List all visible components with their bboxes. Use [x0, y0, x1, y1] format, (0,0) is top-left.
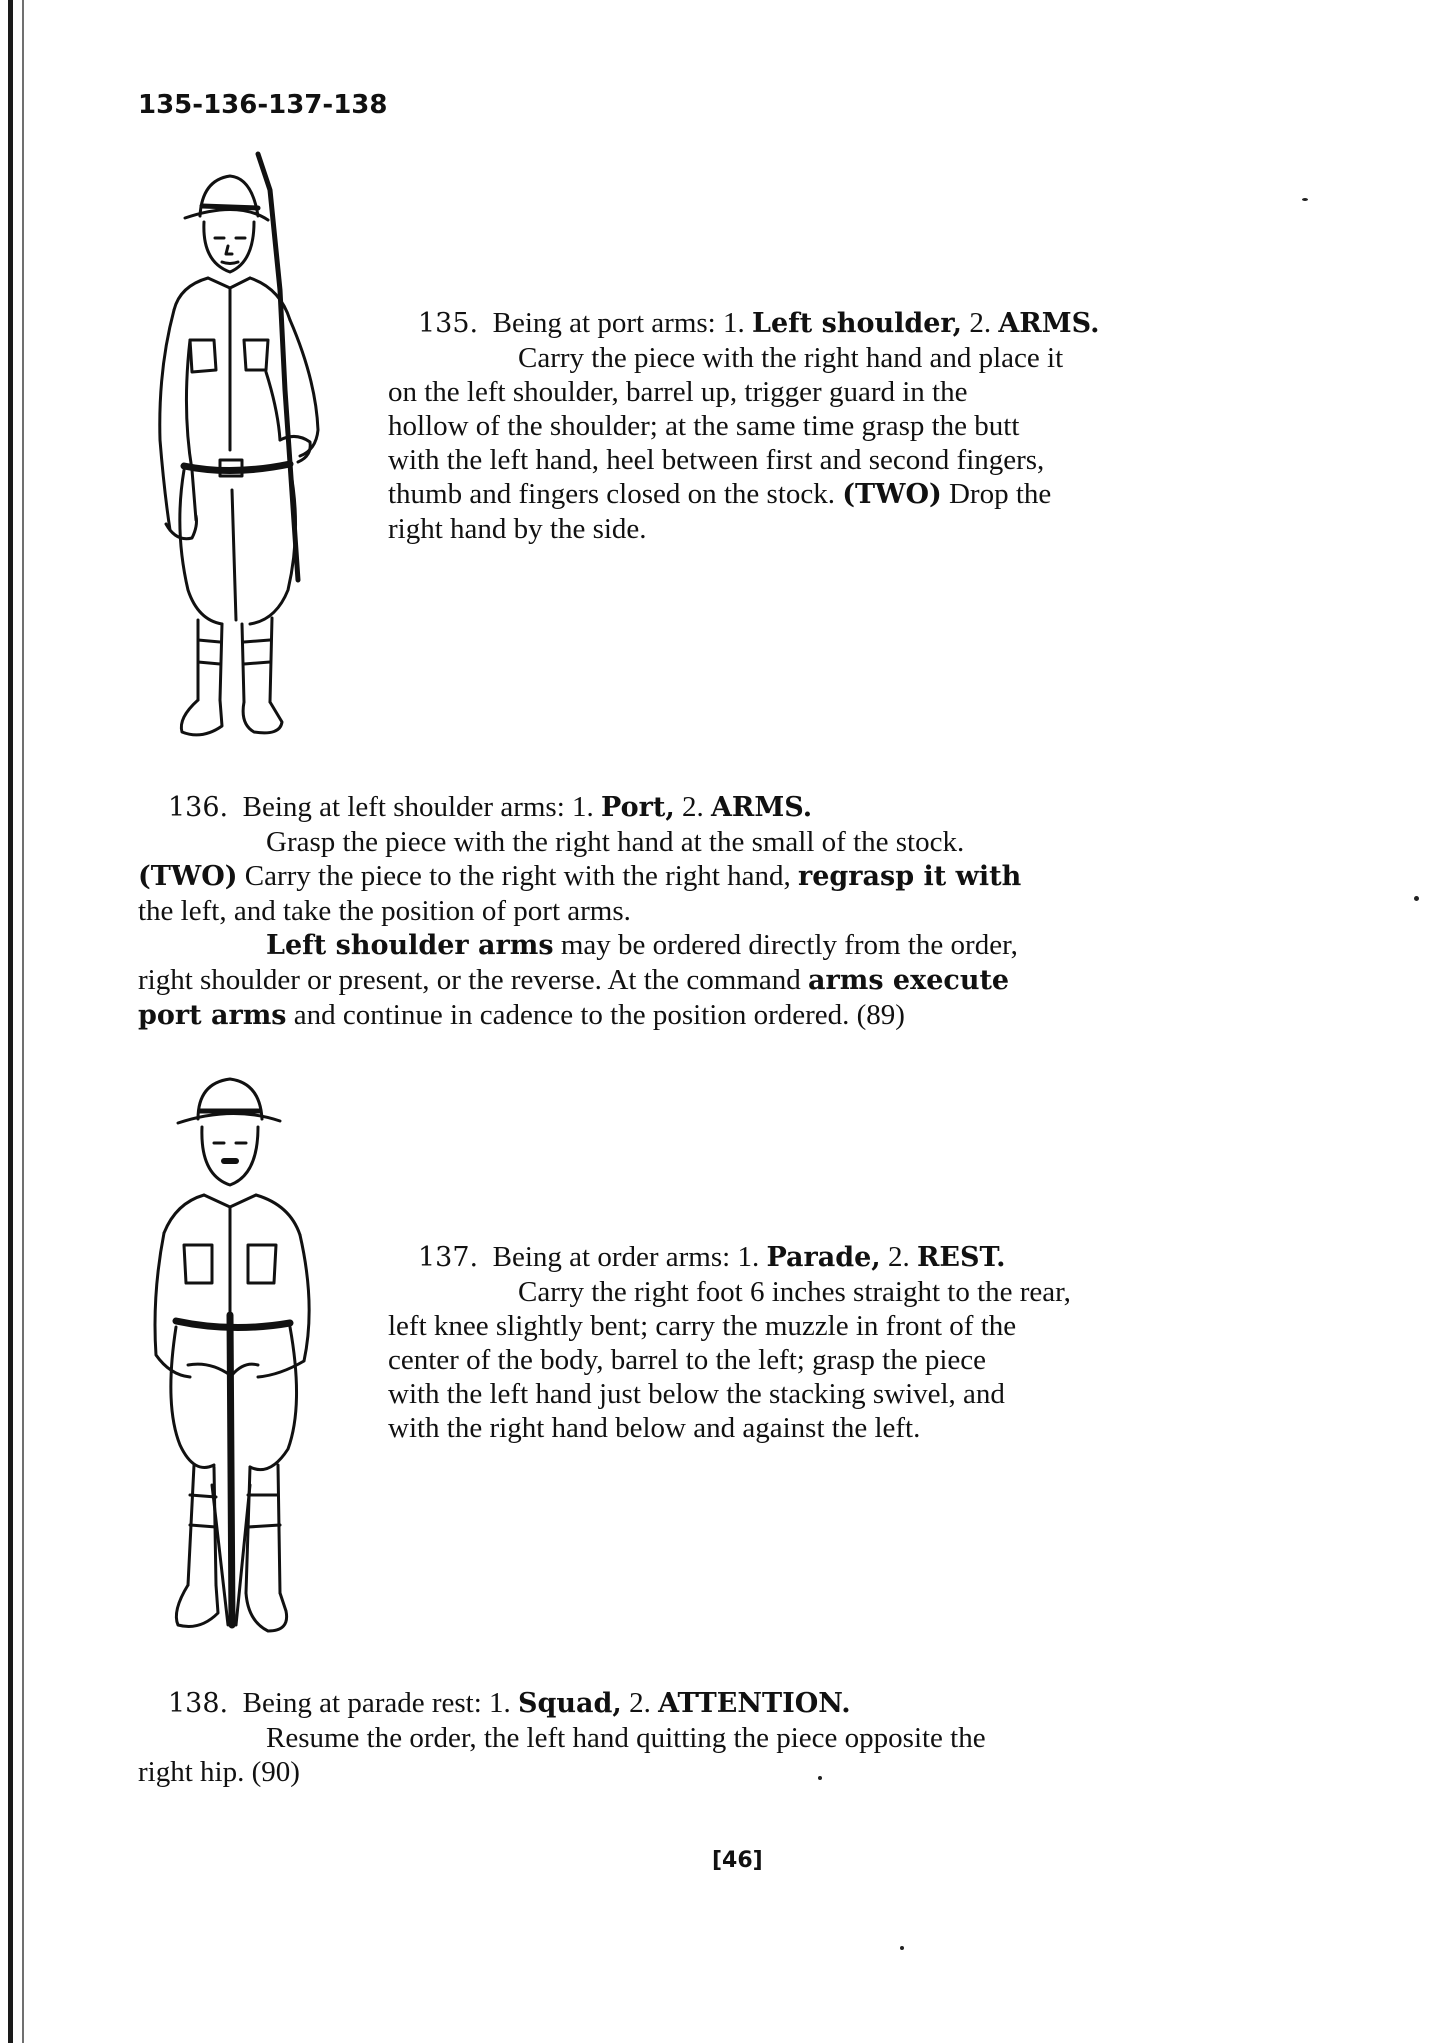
para-text: right shoulder or present, or the reverse. At the command: [138, 964, 801, 996]
section-range-header: 135-136-137-138: [138, 90, 388, 120]
para-number: 138.: [168, 1688, 229, 1719]
para-line: Resume the order, the left hand quitting the piece opposite the: [266, 1722, 986, 1754]
command-1: Squad,: [518, 1688, 622, 1719]
para-line: the left, and take the position of port arms.: [138, 895, 631, 927]
command-2-number: 2.: [629, 1687, 651, 1719]
para-line: right hand by the side.: [388, 513, 647, 545]
count-two: (TWO): [138, 861, 238, 892]
paragraph-137: [388, 1240, 1326, 1445]
scan-speck: [1302, 198, 1308, 201]
para-number: 135.: [418, 308, 479, 339]
para-text: may be ordered directly from the order,: [560, 929, 1018, 961]
para-intro: Being at left shoulder arms: 1.: [242, 791, 594, 823]
command-2: REST.: [916, 1242, 1006, 1273]
para-line: Grasp the piece with the right hand at the small of the stock.: [266, 826, 965, 858]
para-line: hollow of the shoulder; at the same time grasp the butt: [388, 410, 1020, 442]
command-1: Left shoulder,: [751, 308, 963, 339]
command-1: Port,: [601, 792, 675, 823]
soldier-illustration-1: [140, 150, 350, 760]
para-intro: Being at order arms: 1.: [492, 1241, 760, 1273]
scan-speck: [818, 1776, 822, 1780]
command-2: ARMS.: [710, 792, 813, 823]
para-text: and continue in cadence to the position ordered. (89): [293, 999, 905, 1031]
para-intro: Being at port arms: 1.: [492, 307, 745, 339]
scan-speck: [900, 1946, 904, 1950]
page-number: [46]: [712, 1848, 763, 1873]
soldier-illustration-2: [140, 1065, 340, 1655]
para-text: thumb and fingers closed on the stock.: [388, 478, 835, 510]
command-1: Parade,: [766, 1242, 881, 1273]
paragraph-136: [138, 790, 1328, 1033]
command-2: ATTENTION.: [658, 1688, 851, 1719]
figure-left-shoulder-arms: [140, 150, 350, 760]
count-two: (TWO): [842, 479, 942, 510]
command-2-number: 2.: [887, 1241, 910, 1273]
command-2: ARMS.: [998, 308, 1100, 339]
para-emphasis: port arms: [138, 1000, 287, 1031]
command-2-number: 2.: [681, 791, 704, 823]
para-line: on the left shoulder, barrel up, trigger guard in the: [388, 376, 968, 408]
para-number: 137.: [418, 1242, 479, 1273]
command-2-number: 2.: [969, 307, 992, 339]
para-line: with the right hand below and against the left.: [388, 1412, 921, 1444]
para-emphasis: regrasp it with: [798, 861, 1022, 892]
figure-parade-rest: [140, 1065, 340, 1655]
para-emphasis: Left shoulder arms: [266, 930, 554, 961]
para-line: with the left hand just below the stacking swivel, and: [388, 1378, 1005, 1410]
para-line: right hip. (90): [138, 1756, 300, 1788]
para-line: Carry the right foot 6 inches straight to the rear,: [518, 1276, 1071, 1308]
para-line: with the left hand, heel between first and second fingers,: [388, 444, 1045, 476]
para-line: left knee slightly bent; carry the muzzle in front of the: [388, 1310, 1017, 1342]
scan-speck: [1414, 896, 1419, 901]
para-line: center of the body, barrel to the left; grasp the piece: [388, 1344, 986, 1376]
para-line: Carry the piece with the right hand and place it: [518, 342, 1064, 374]
para-text: Drop the: [948, 478, 1052, 510]
binding-edge: [8, 0, 13, 2043]
binding-edge-inner: [22, 0, 24, 2043]
paragraph-135: [388, 306, 1326, 546]
paragraph-138: [138, 1686, 1328, 1789]
para-intro: Being at parade rest: 1.: [242, 1687, 511, 1719]
para-number: 136.: [168, 792, 229, 823]
para-text: Carry the piece to the right with the right hand,: [244, 860, 791, 892]
para-emphasis: arms execute: [808, 965, 1010, 996]
